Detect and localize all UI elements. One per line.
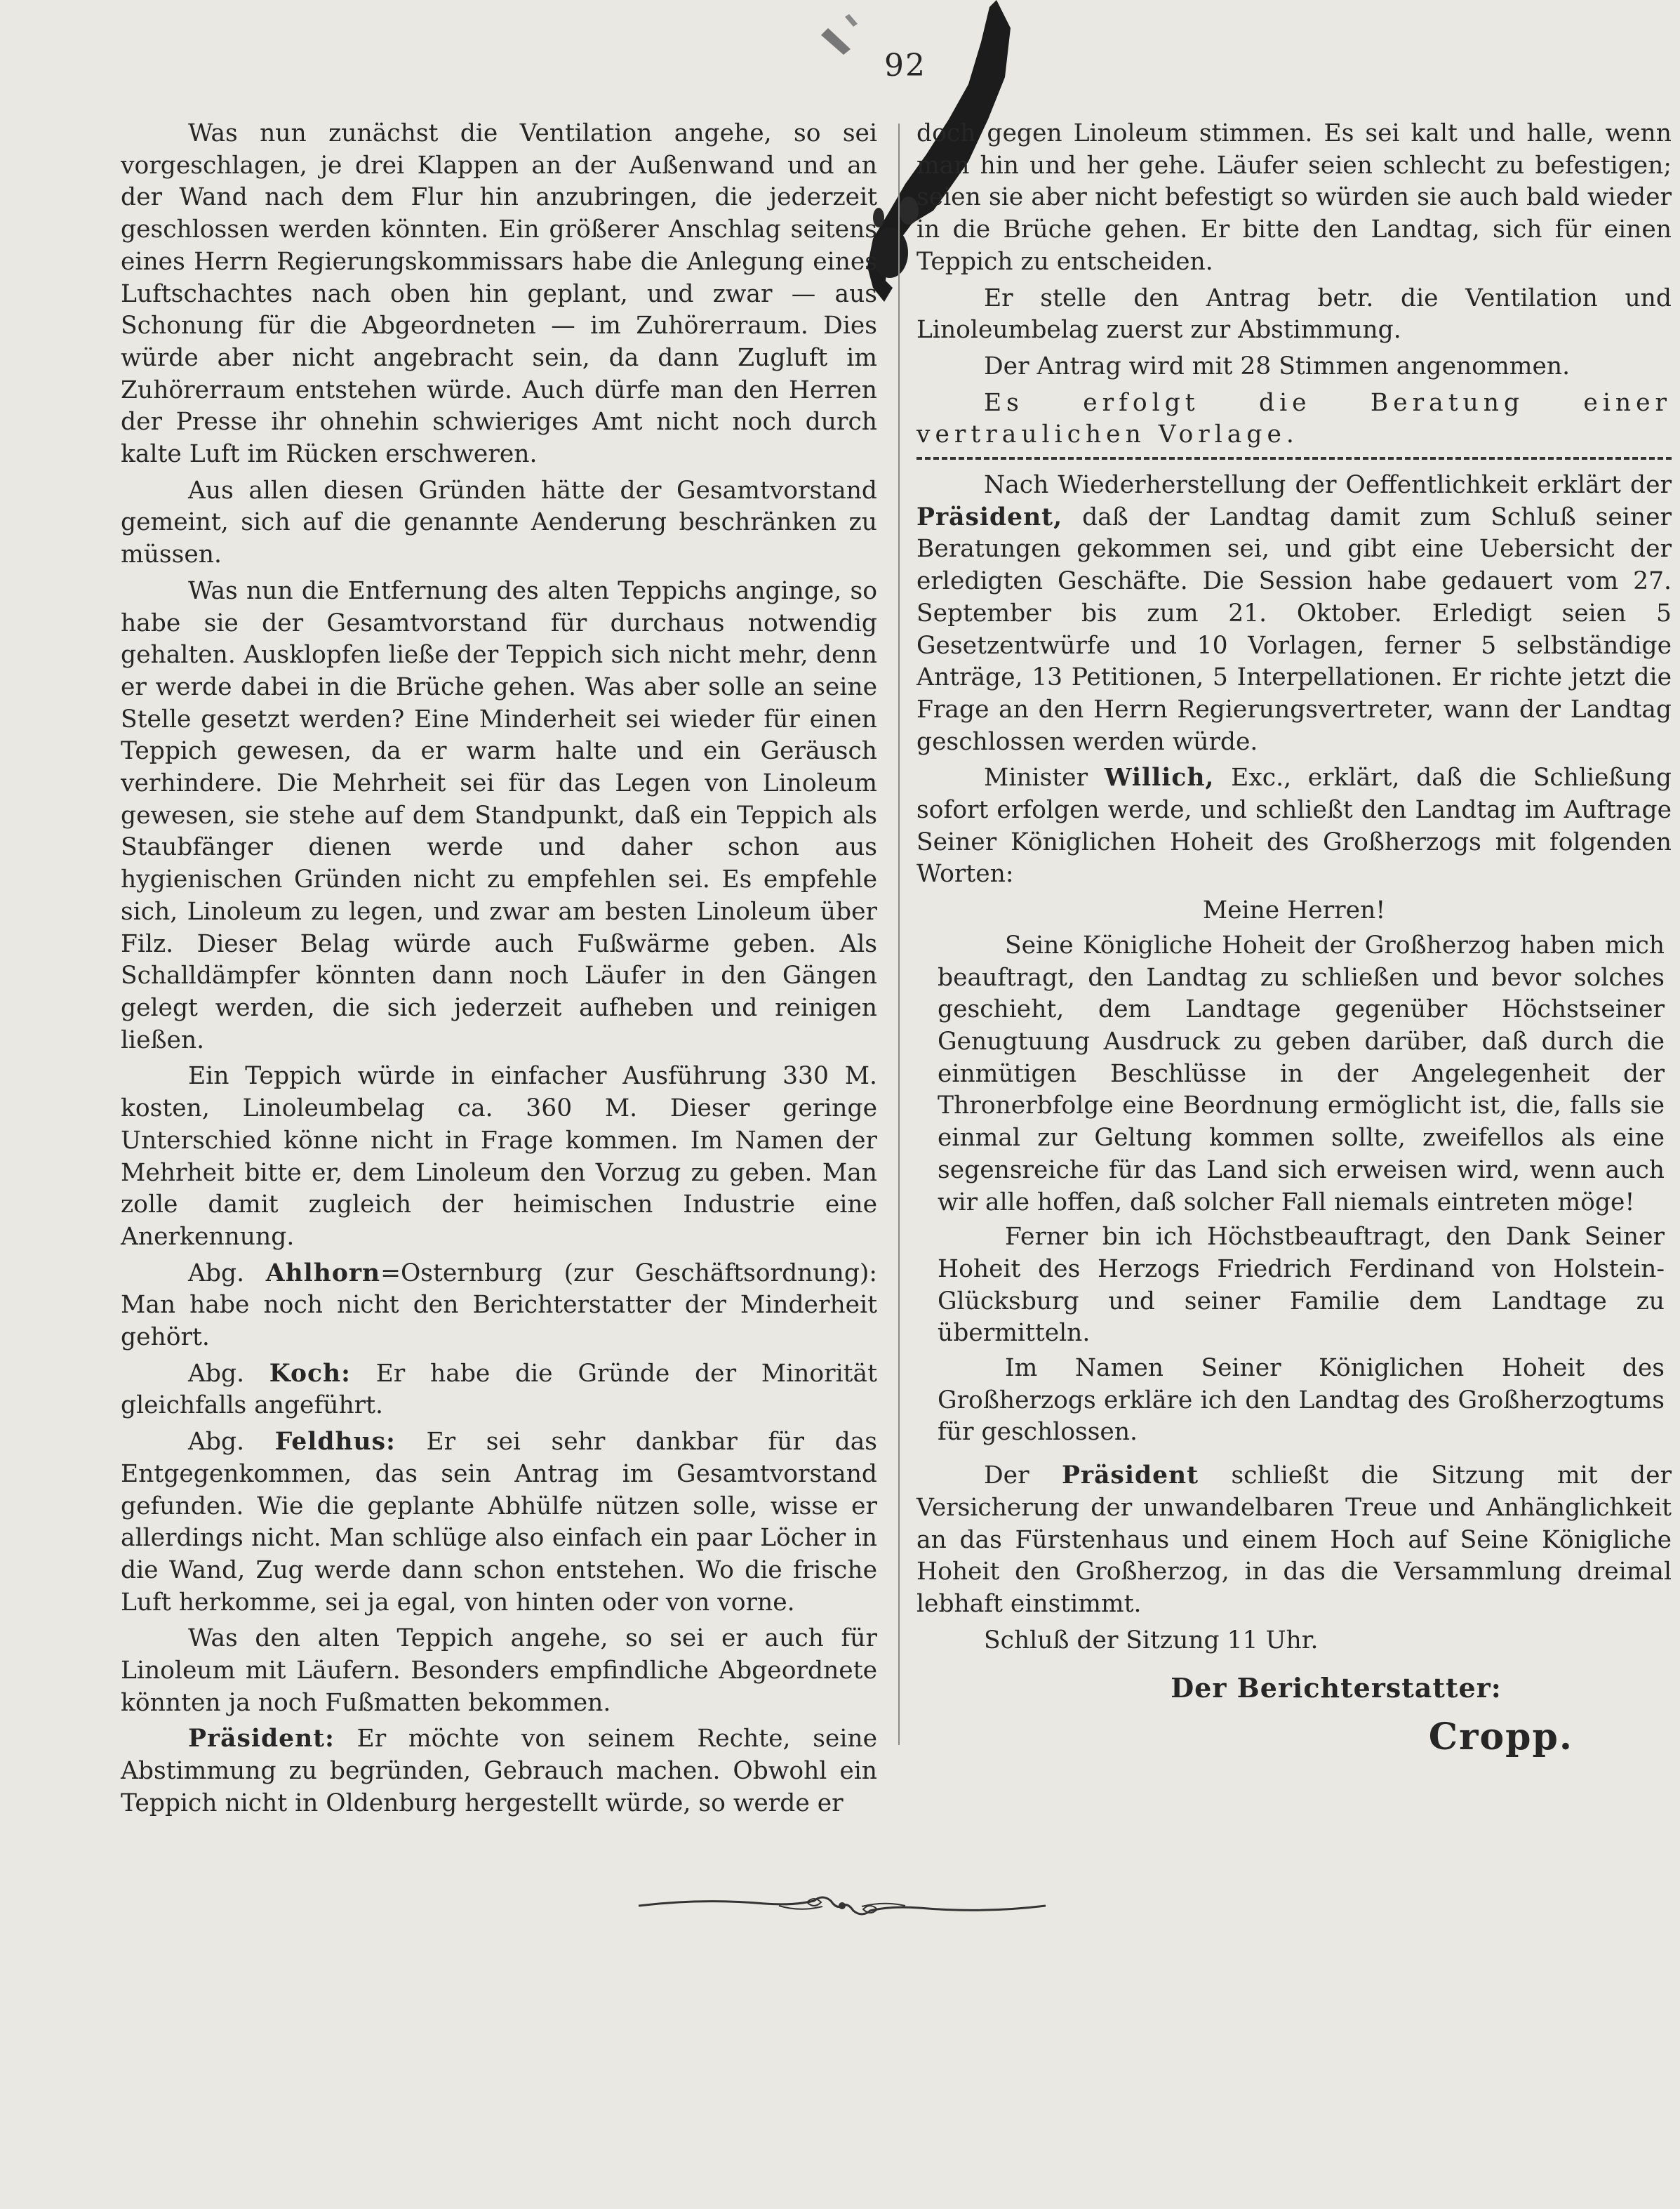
speaker-name-ahlhorn: Ahlhorn: [265, 1259, 381, 1287]
paragraph-costs: Ein Teppich würde in einfacher Ausführung 330 M. kosten, Linoleumbelag ca. 360 M. Dieser geringe Unterschied könne nicht in Frage kommen. Im Namen der Mehrheit bitte er, dem Linoleum den Vorzug zu geben. Man zolle damit zugleich der heimischen Industrie eine Anerkennung.: [121, 1062, 877, 1251]
reporter-label: Der Berichterstatter:: [1171, 1672, 1502, 1704]
speaker-name-willich: Willich,: [1104, 764, 1215, 792]
paragraph-confidential: Es erfolgt die Beratung einer vertraulichen Vorlage.: [916, 388, 1672, 449]
speaker-name-feldhus: Feldhus:: [274, 1428, 396, 1457]
paragraph-carpet-removal: Was nun die Entfernung des alten Teppichs anginge, so habe sie der Gesamtvorstand für durchaus notwendig gehalten. Ausklopfen ließe der Teppich sich nicht mehr, denn er werde dabei in die Brüche gehen. Was aber solle an seine Stelle gesetzt werden? Eine Minderheit sei wieder für einen Teppich gewesen, da er warm halte und ein Geräusch verhindere. Die Mehrheit sei für das Legen von Linoleum gewesen, sie stehe auf dem Standpunkt, daß ein Teppich als Staubfänger dienen werde und daher schon aus hygienischen Gründen nicht zu empfehlen sei. Es empfehle sich, Linoleum zu legen, und zwar am besten Linoleum über Filz. Dieser Belag würde auch Fußwärme geben. Als Schalldämpfer könnten dann noch Läufer in den Gängen gelegt werden, die sich jederzeit aufheben und reinigen ließen.: [121, 576, 877, 1054]
paragraph-vote: Der Antrag wird mit 28 Stimmen angenommen.: [984, 352, 1571, 380]
paragraph-ventilation: Was nun zunächst die Ventilation angehe, so sei vorgeschlagen, je drei Klappen an der Außenwand und an der Wand nach dem Flur hin anzubringen, die jederzeit geschlossen werden könnten. Ein größerer Anschlag seitens eines Herrn Regierungskommissars habe die Anlegung eines Luftschachtes nach oben hin geplant, und zwar — aus Schonung für die Abgeordneten — im Zuhörerraum. Dies würde aber nicht angebracht sein, da dann Zugluft im Zuhörerraum entstehen würde. Auch dürfe man den Herren der Presse ihr ohnehin schwieriges Amt nicht noch durch kalte Luft im Rücken erschweren.: [121, 119, 877, 469]
speaker-entry-president: [121, 1723, 877, 1819]
speaker-prefix: Abg.: [188, 1428, 275, 1457]
speaker-prefix: Abg.: [188, 1259, 266, 1287]
paragraph-final-president: [916, 1460, 1672, 1621]
speaker-prefix: Abg.: [188, 1359, 269, 1388]
speech-paragraph: Im Namen Seiner Königlichen Hoheit des Großherzogs erkläre ich den Landtag des Großherzogtums für geschlossen.: [938, 1354, 1665, 1447]
speaker-name-president: Präsident,: [916, 503, 1063, 531]
paragraph-minister: [916, 762, 1672, 891]
paragraph-old-carpet: Was den alten Teppich angehe, so sei er auch für Linoleum mit Läufern. Besonders empfindliche Abgeordnete könnten ja noch Fußmatten bekommen.: [121, 1624, 877, 1717]
right-column: [916, 118, 1672, 1758]
speaker-entry-feldhus: [121, 1426, 877, 1619]
paragraph-reopening: [916, 470, 1672, 758]
left-column: [121, 118, 877, 1824]
dashed-separator: [916, 457, 1672, 460]
final-intro: Der: [984, 1461, 1062, 1490]
paragraph-motion: Er stelle den Antrag betr. die Ventilation und Linoleumbelag zuerst zur Abstimmung.: [916, 284, 1672, 345]
speech-paragraph: Seine Königliche Hoheit der Großherzog haben mich beauftragt, den Landtag zu schließen und bevor solches geschieht, dem Landtage gegenüber Höchstseiner Genugtuung Ausdruck zu geben darüber, daß durch die einmütigen Beschlüsse in der Angelegenheit der Thronerbfolge eine Beordnung ermöglicht ist, die, falls sie einmal zur Geltung kommen sollte, zweifellos als eine segensreiche für das Land sich erweisen wird, wenn auch wir alle hoffen, daß solcher Fall niemals eintreten möge!: [938, 931, 1665, 1216]
speaker-text: Er möchte von seinem Rechte, seine Abstimmung zu begründen, Gebrauch machen. Obwohl ein Teppich nicht in Oldenburg hergestellt würde, so werde er: [121, 1725, 877, 1817]
final-text: schließt die Sitzung mit der Versicherung der unwandelbaren Treue und Anhänglichkeit an das Fürstenhaus und einem Hoch auf Seine Königliche Hoheit den Großherzog, in das die Versammlung dreimal lebhaft einstimmt.: [916, 1461, 1672, 1618]
page-number: 92: [884, 48, 926, 84]
ornamental-divider: [639, 1888, 1046, 1923]
speaker-entry-ahlhorn: [121, 1258, 877, 1354]
speaker-text: Er sei sehr dankbar für das Entgegenkommen, das sein Antrag im Gesamtvorstand gefunden. Wie die geplante Abhülfe nützen solle, wisse er allerdings nicht. Man schlüge also einfach ein paar Löcher in die Wand, Zug werde dann schon entstehen. Wo die frische Luft herkomme, sei ja egal, von hinten oder von vorne.: [121, 1428, 877, 1617]
paragraph-reasons: Aus allen diesen Gründen hätte der Gesamtvorstand gemeint, sich auf die genannte Aenderung beschränken zu müssen.: [121, 476, 877, 569]
column-divider: [898, 124, 900, 1745]
reporter-name: Cropp.: [1428, 1716, 1573, 1759]
speaker-name-president: Präsident: [1061, 1461, 1199, 1490]
closing-speech: [916, 930, 1672, 1449]
minister-text: Exc., erklärt, daß die Schließung sofort erfolgen werde, und schließt den Landtag im Auftrage Seiner Königlichen Hoheit des Großherzogs mit folgenden Worten:: [916, 764, 1672, 889]
speaker-text: =Osternburg (zur Geschäftsordnung): Man habe noch nicht den Berichterstatter der Minderheit gehört.: [121, 1259, 877, 1352]
speaker-text: Er habe die Gründe der Minorität gleichfalls angeführt.: [121, 1359, 877, 1420]
speech-salutation: Meine Herren!: [1202, 896, 1386, 925]
session-end: Schluß der Sitzung 11 Uhr.: [984, 1626, 1319, 1654]
speaker-name-koch: Koch:: [269, 1359, 351, 1388]
speaker-entry-koch: [121, 1358, 877, 1422]
reopen-text: daß der Landtag damit zum Schluß seiner Beratungen gekommen sei, und gibt eine Uebersicht der erledigten Geschäfte. Die Session habe gedauert vom 27. September bis zum 21. Oktober. Erledigt seien 5 Gesetzentwürfe und 10 Vorlagen, ferner 5 selbständige Anträge, 13 Petitionen, 5 Interpellationen. Er richte jetzt die Frage an den Herrn Regierungsvertreter, wann der Landtag geschlossen werden würde.: [916, 503, 1672, 756]
reopen-intro: Nach Wiederherstellung der Oeffentlichkeit erklärt der: [984, 471, 1672, 500]
speaker-name-president: Präsident:: [188, 1725, 335, 1753]
speech-paragraph: Ferner bin ich Höchstbeauftragt, den Dank Seiner Hoheit des Herzogs Friedrich Ferdinand von Holstein-Glücksburg und seiner Familie dem Landtage zu übermitteln.: [938, 1223, 1665, 1348]
minister-prefix: Minister: [984, 764, 1105, 792]
paragraph-continuation: doch gegen Linoleum stimmen. Es sei kalt und halle, wenn man hin und her gehe. Läufer seien schlecht zu befestigen; seien sie aber nicht befestigt so würden sie auch bald wieder in die Brüche gehen. Er bitte den Landtag, sich für einen Teppich zu entscheiden.: [916, 119, 1672, 276]
